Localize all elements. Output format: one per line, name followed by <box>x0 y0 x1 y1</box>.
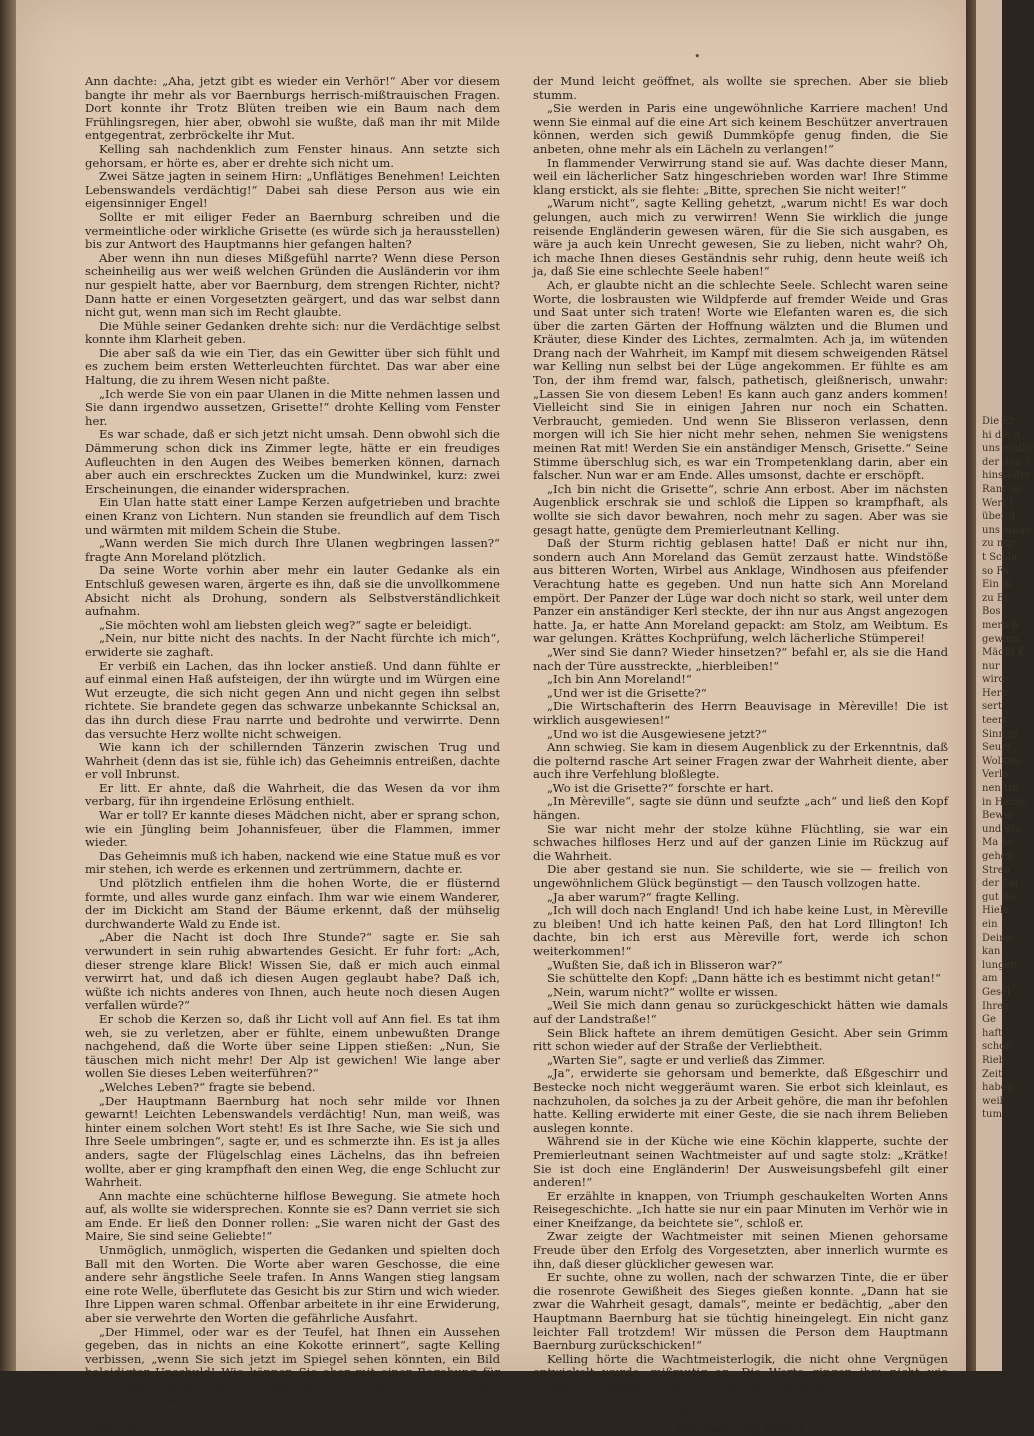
fold-mark: • <box>694 50 701 63</box>
paragraph: Da seine Worte vorhin aber mehr ein lauter Gedanke als ein Entschluß gewesen waren, ärgerte es ihn, daß sie die unvollkommene Absicht nicht als Drohung, sondern als Selbstverständlichkeit aufnahm. <box>85 563 500 619</box>
paragraph: Sollte er mit eiliger Feder an Baernburg schreiben und die vermeintliche oder wirkliche Grisette (es würde sich ja herausstellen) bis zur Antwort des Hauptmanns hier gefangen halten? <box>85 209 500 252</box>
paragraph: Sie schüttelte den Kopf: „Dann hätte ich es bestimmt nicht getan!“ <box>547 971 941 986</box>
adjacent-page-fragment: Ihren <box>982 1000 1010 1012</box>
adjacent-page-fragment: Ge <box>982 1014 996 1026</box>
paragraph: „Wer sind Sie dann? Wieder hinsetzen?“ befahl er, als sie die Hand nach der Türe ausstreckte, „hierbleiben!“ <box>533 644 948 673</box>
adjacent-page-fragment: und Sta <box>982 823 1022 835</box>
adjacent-page-fragment: Sinn ni <box>982 728 1018 740</box>
paragraph: „Und wo ist die Ausgewiesene jetzt?“ <box>547 726 768 741</box>
adjacent-page-fragment: kan <box>982 946 1001 958</box>
adjacent-page-fragment: ein <box>982 918 998 930</box>
left-text-column <box>85 74 500 1434</box>
left-page-edge <box>0 0 16 1371</box>
adjacent-page-fragment: Stren <box>982 864 1011 876</box>
paragraph: Daß der Sturm richtig geblasen hatte! Daß er nicht nur ihn, sondern auch Ann Moreland das Gemüt zerzaust hatte. Windstöße aus bitteren Worten, Wirbel aus Anklage, Windhosen aus pfeifender Verachtung hatte es gegeben. Und nun hatte sich Ann Moreland empört. Der Panzer der Lüge war doch nicht so stark, weil unter dem Panzer ein anständiger Kerl steckte, der ihn nur aus Angst angezogen hatte. Ja, er hatte Ann Moreland gepackt: am Stolz, am Weibtum. Es war gelungen. Krättes Kochprüfung, welch lächerliche Stümperei! <box>533 536 948 646</box>
paragraph: Er verbiß ein Lachen, das ihn locker anstieß. Und dann fühlte er auf einmal einen Haß aufsteigen, der ihn würgte und im Würgen eine Wut erzeugte, die sich nicht gegen Ann und nicht gegen ihn selbst richtete. Sie brandete gegen das schwarze unbekannte Schicksal an, das ihn durch diese Frau narrte und bedrohte und verwirrte. Denn das versuchte Herz wollte nicht schweigen. <box>85 658 500 741</box>
adjacent-page-fragment: Deine <box>982 932 1012 944</box>
adjacent-page-fragment: so Fo <box>982 565 1009 577</box>
adjacent-page-fragment: zu Ei <box>982 592 1008 604</box>
paragraph: „Nein, nur bitte nicht des nachts. In der Nacht fürchte ich mich“, erwiderte sie zaghaft. <box>85 631 500 659</box>
paragraph: Er suchte, ohne zu wollen, nach der schwarzen Tinte, die er über die rosenrote Gewißheit des Sieges gießen konnte. „Dann hat sie zwar die Wahrheit gesagt, damals“, meinte er bedächtig, „aber den Hauptmann Baernburg hat sie tüchtig hineingelegt. Ein nicht ganz leichter Fall trotzdem! Wir müssen die Person dem Hauptmann Baernburg zurückschicken!“ <box>533 1270 948 1353</box>
paragraph: „Wann werden Sie mich durch Ihre Ulanen wegbringen lassen?“ fragte Ann Moreland plötzlich. <box>85 536 500 564</box>
paragraph: „Warum nicht“, sagte Kelling gehetzt, „warum nicht! Es war doch gelungen, auch mich zu verwirren! Wenn Sie wirklich die junge reisende Engländerin gewesen wären, für die Sie sich ausgaben, es wäre ja auch kein Unrecht gewesen, Sie zu lieben, nicht wahr? Oh, ich mache Ihnen dieses Geständnis sehr ruhig, denn heute weiß ich ja, daß Sie eine schlechte Seele haben!“ <box>533 196 948 279</box>
paragraph: Ann machte eine schüchterne hilflose Bewegung. Sie atmete hoch auf, als wollte sie widersprechen. Konnte sie es? Dann verriet sie sich am Ende. Er ließ den Donner rollen: „Sie waren nicht der Gast des Maire, Sie sind seine Geliebte!“ <box>85 1188 500 1244</box>
adjacent-page-fragment: Wert i <box>982 497 1013 509</box>
adjacent-page-fragment: Rieb <box>982 1054 1006 1066</box>
adjacent-page-fragment: am <box>982 973 998 985</box>
paragraph: Er sah es ein: Krätke hatte recht. Jetzt war die Engländerin eine Last, die sogar auf dem dienstlichen Gewissen lag! <box>533 1392 948 1421</box>
page-gutter-shadow <box>966 0 976 1371</box>
paragraph: Zwei Sätze jagten in seinem Hirn: „Unflätiges Benehmen! Leichten Lebenswandels verdächtig!“ Dabei sah diese Person aus wie ein eigensinniger Engel! <box>85 169 500 211</box>
adjacent-page-fragment: mern b <box>982 619 1019 631</box>
paragraph: „Ja aber warum?“ fragte Kelling. <box>547 889 740 904</box>
adjacent-page-fragment: gehen <box>982 851 1014 862</box>
adjacent-page-fragment: Wollten <box>982 755 1021 767</box>
adjacent-page-fragment: Seunt <box>982 742 1012 754</box>
adjacent-page-fragment: in Herze <box>982 796 1026 808</box>
adjacent-page-fragment: nen tro <box>982 783 1019 795</box>
paragraph: Er litt. Er ahnte, daß die Wahrheit, die das Wesen da vor ihm verbarg, für ihn irgendeine Erlösung enthielt. <box>85 780 500 809</box>
adjacent-page-fragment: Ma br <box>982 837 1013 849</box>
paragraph: „Ich werde Sie von ein paar Ulanen in die Mitte nehmen lassen und Sie dann irgendwo aussetzen, Grisette!“ drohte Kelling vom Fenster her. <box>85 386 500 428</box>
paragraph: Kelling sah nachdenklich zum Fenster hinaus. Ann setzte sich gehorsam, er hörte es, aber er drehte sich nicht um. <box>85 141 500 170</box>
paragraph: „Sie werden in Paris eine ungewöhnliche Karriere machen! Und wenn Sie einmal auf die eine Art sich keinem Beschützer anvertrauen können, werden sich gewiß Dummköpfe genug finden, die Sie anbeten, ohne mehr als ein Lächeln zu verlangen!“ <box>533 101 948 156</box>
adjacent-page-fragment: teert <box>982 715 1007 727</box>
adjacent-page-fragment: gut Be <box>982 891 1016 903</box>
paragraph: Er erzählte in knappen, von Triumph geschaukelten Worten Anns Reisegeschichte. „Ich hatte sie nur ein paar Minuten im Verhör wie in einer Kneifzange, da beichtete sie“, schloß er. <box>533 1188 948 1230</box>
paragraph: Ann dachte: „Aha, jetzt gibt es wieder ein Verhör!“ Aber vor diesem bangte ihr mehr als vor Baernburgs herrisch-mißtrauischen Fragen. Dort konnte ihr Trotz Blüten treiben wie ein Baum nach dem Frühlingsregen, hier aber, obwohl sie wußte, daß man ihr mit Milde entgegentrat, zerbröckelte ihr Mut. <box>85 74 500 143</box>
adjacent-page-fragment: wird <box>982 674 1005 686</box>
paragraph: „Welches Leben?“ fragte sie bebend. <box>99 1079 316 1094</box>
adjacent-page-fragment: der Lei <box>982 878 1019 890</box>
paragraph: Sein Blick haftete an ihrem demütigen Gesicht. Aber sein Grimm ritt schon wieder auf der Straße der Verliebtheit. <box>533 1025 948 1054</box>
adjacent-page-fragment: sert <box>982 701 1002 713</box>
adjacent-page-fragment: Gesel <box>982 986 1011 998</box>
paragraph: „Warten Sie“, sagte er und verließ das Zimmer. <box>547 1052 826 1067</box>
adjacent-page-fragment: hinstelfer <box>982 470 1031 482</box>
paragraph: Ann schwieg. Sie kam in diesem Augenblick zu der Erkenntnis, daß die polternd rasche Art seiner Fragen zwar der Wahrheit diente, aber auch ihre Verfehlung bloßlegte. <box>533 740 948 782</box>
paragraph: Wie kann ich der schillernden Tänzerin zwischen Trug und Wahrheit (denn das ist sie, fühle ich) das Geheimnis entreißen, dachte er voll Inbrunst. <box>85 740 500 782</box>
paragraph: Sie war nicht mehr der stolze kühne Flüchtling, sie war ein schwaches hilfloses Herz und auf der ganzen Linie im Rückzug auf die Wahrheit. <box>533 821 948 863</box>
paragraph: „Wußten Sie, daß ich in Blisseron war?“ <box>547 957 783 972</box>
paragraph: Es war schade, daß er sich jetzt nicht umsah. Denn obwohl sich die Dämmerung schon dick ins Zimmer legte, hätte er ein freudiges Aufleuchten in den Augen des Weibes bemerken können, darnach aber auch ein erschrecktes Zucken um die Mundwinkel, kurz: zwei Erscheinungen, die einander widersprachen. <box>85 427 500 496</box>
paragraph: der Mund leicht geöffnet, als wollte sie sprechen. Aber sie blieb stumm. <box>533 74 948 102</box>
adjacent-page-fragment: der den S <box>982 456 1032 468</box>
adjacent-page-fragment: Bos <box>982 606 1001 618</box>
paragraph: Das Geheimnis muß ich haben, nackend wie eine Statue muß es vor mir stehen, ich werde es erkennen und zertrümmern, dachte er. <box>85 848 500 877</box>
adjacent-page-fragment: hi die A <box>982 429 1021 441</box>
paragraph: Und plötzlich entfielen ihm die hohen Worte, die er flüsternd formte, und alles wurde ganz einfach. Ihm war wie einem Wanderer, der im Dickicht am Stand der Bäume erkennt, daß der mühselig durchwanderte Wald zu Ende ist. <box>85 876 500 931</box>
paragraph: Kelling hörte die Wachtmeisterlogik, die nicht ohne Vergnügen entwickelt wurde, mißmutig an. Die Worte gingen ihm nicht wie feuriger Champagner ein, sondern wie Bitterwasser. <box>533 1351 948 1393</box>
paragraph: „Ich will doch nach England! Und ich habe keine Lust, in Mèreville zu bleiben! Und ich hatte keinen Paß, den hat Lord Illington! Ich dachte, bin ich erst aus Mèreville fort, werde ich schon weiterkommen!“ <box>533 903 948 958</box>
paragraph: Während sie in der Küche wie eine Köchin klapperte, suchte der Premierleutnant seinen Wachtmeister auf und sagte stolz: „Krätke! Sie ist doch eine Engländerin! Der Ausweisungsbefehl gilt einer anderen!“ <box>533 1134 948 1190</box>
paragraph: Ein Ulan hatte statt einer Lampe Kerzen aufgetrieben und brachte einen Kranz von Lichtern. Nun standen sie freundlich auf dem Tisch und wärmten mit mildem Schein die Stube. <box>85 495 500 537</box>
adjacent-page-fragment: tum <box>982 1109 1002 1121</box>
adjacent-page-fragment: haben <box>982 1082 1014 1094</box>
adjacent-page-fragment: Hiele <box>982 905 1009 917</box>
paragraph: War er toll? Er kannte dieses Mädchen nicht, aber er sprang schon, wie ein Jüngling beim Johannisfeuer, über die Flammen, immer wieder. <box>85 808 500 850</box>
adjacent-page-fragment: weil <box>982 1095 1003 1107</box>
paragraph: „Ich bin nicht die Grisette“, schrie Ann erbost. Aber im nächsten Augenblick erschrak sie und schloß die Lippen so krampfhaft, als wollte sie sich davor bewahren, noch mehr zu sagen. Aber was sie gesagt hatte, genügte dem Premierleutnant Kelling. <box>533 481 948 537</box>
adjacent-page-fragment: uns endlic <box>982 443 1034 455</box>
adjacent-page-fragment: lungen <box>982 959 1017 971</box>
adjacent-page-fragment: Hers- <box>982 687 1010 699</box>
paragraph: „Aber die Nacht ist doch Ihre Stunde?“ sagte er. Sie sah verwundert in sein ruhig abwartendes Gesicht. Er fuhr fort: „Ach, dieser strenge klare Blick! Wissen Sie, daß er mich auch einmal verwirrt hat, und daß ich diesen Augen geglaubt habe? Daß ich, wüßte ich nichts anderes von Ihnen, auch heute noch diesen Augen verfallen würde?“ <box>85 930 500 1013</box>
paragraph: „Der Hauptmann Baernburg hat noch sehr milde vor Ihnen gewarnt! Leichten Lebenswandels verdächtig! Nun, man weiß, was hinter einem solchen Wort steht! Es ist Ihre Sache, wie Sie sich und Ihre Seele umbringen“, sagte er, und es schmerzte ihn. Es ist ja alles anders, sagte der Flügelschlag eines Lächelns, das ihn befreien wollte, aber er ging krampfhaft den einen Weg, die enge Schlucht zur Wahrheit. <box>85 1093 500 1190</box>
continuation-notice: (Fortsetzung folgt.) <box>676 1421 805 1436</box>
paragraph: „Sie möchten wohl am liebsten gleich weg?“ sagte er beleidigt. <box>99 617 472 632</box>
adjacent-page-fragment: Ein ni <box>982 579 1012 591</box>
adjacent-page-fragment: haft <box>982 1027 1003 1039</box>
paragraph: „Ja“, erwiderte sie gehorsam und bemerkte, daß Eßgeschirr und Bestecke noch nicht weggeräumt waren. Sie erbot sich kleinlaut, es nachzuholen, da solches ja zu der Arbeit gehöre, die man ihr befohlen hatte. Kelling erwiderte mit einer Geste, die sie nach ihrem Belieben auslegen konnte. <box>533 1066 948 1135</box>
paragraph: Die Mühle seiner Gedanken drehte sich: nur die Verdächtige selbst konnte ihm Klarheit geben. <box>85 318 500 347</box>
paragraph: „Nein, warum nicht?“ wollte er wissen. <box>547 984 778 999</box>
adjacent-page-fragment: Bewie <box>982 810 1013 822</box>
paragraph: Ach, er glaubte nicht an die schlechte Seele. Schlecht waren seine Worte, die losbrausten wie Wildpferde auf fremder Weide und Gras und Saat unter sich traten! Worte wie Elefanten waren es, die sich über die zarten Gärten der Hoffnung wälzten und die Blumen und Kräuter, diese Kinder des Lichtes, zermalmten. Ach ja, im wütenden Drang nach der Wahrheit, im Kampf mit diesem schweigenden Rätsel war Kelling nun selbst bei der Lüge angekommen. Er fühlte es am Ton, der ihm fremd war, falsch, pathetisch, gleißnerisch, unwahr: „Lassen Sie von diesem Leben! Es kann auch ganz anders kommen! Vielleicht sind Sie in einigen Jahren nur noch ein Schatten. Verbraucht, gemieden. Und wenn Sie Blisseron verlassen, denn morgen will ich Sie hier nicht mehr sehen, nehmen Sie wenigstens meinen Rat mit! Werden Sie ein anständiger Mensch, Grisette.“ Seine Stimme überschlug sich, es war ein Trompetenklang darin, aber ein falscher. Nun war er am Ende. Alles umsonst, dachte er erschöpft. <box>533 277 948 483</box>
paragraph: Die aber saß da wie ein Tier, das ein Gewitter über sich fühlt und es zuchem beim ersten Wetterleuchten fürchtet. Das war aber eine Haltung, die zu ihrem Wesen nicht paßte. <box>85 345 500 388</box>
paragraph: Er schob die Kerzen so, daß ihr Licht voll auf Ann fiel. Es tat ihm weh, sie zu verletzen, aber er fühlte, einem unbewußten Drange nachgehend, daß die Worte über seine Lippen stießen: „Nun, Sie täuschen mich nicht mehr! Der Alp ist gewichen! Wie lange aber wollen Sie dieses Leben weiterführen?“ <box>85 1011 500 1081</box>
paragraph: In flammender Verwirrung stand sie auf. Was dachte dieser Mann, weil ein lächerlicher Satz hingeschrieben worden war! Ihre Stimme klang erstickt, als sie flehte: „Bitte, sprechen Sie nicht weiter!“ <box>533 155 948 197</box>
adjacent-page-text-fragments <box>982 415 1034 1122</box>
paragraph: Aber wenn ihn nun dieses Mißgefühl narrte? Wenn diese Person scheinheilig aus wer weiß welchen Gründen die Ausländerin vor ihm nur gespielt hatte, aber vor Baernburg, dem strengen Richter, nicht? Dann hatte er einen Vorgesetzten geärgert, und das war selbst dann nicht gut, wenn man sich im Recht glaubte. <box>85 250 500 320</box>
adjacent-page-fragment: nur <box>982 660 1000 672</box>
adjacent-page-fragment: gewinn <box>982 633 1019 645</box>
paragraph: „Weil Sie mich dann genau so zurückgeschickt hätten wie damals auf der Landstraße!“ <box>533 998 948 1026</box>
paragraph: Ihr Antlitz stand im Lichte des Zorns. Die Augen waren weit aufgerissen, <box>85 1406 500 1434</box>
paragraph: „Ich bin Ann Moreland!“ <box>547 672 692 687</box>
right-text-column <box>533 74 948 1436</box>
adjacent-page-fragment: t Schla <box>982 551 1018 563</box>
adjacent-page-fragment: über d <box>982 511 1016 523</box>
adjacent-page-fragment: Rant so <box>982 483 1021 495</box>
paragraph: „In Mèreville“, sagte sie dünn und seufzte „ach“ und ließ den Kopf hängen. <box>533 794 948 823</box>
adjacent-page-fragment: schon <box>982 1041 1012 1053</box>
paragraph: „Und wer ist die Grisette?“ <box>547 685 707 700</box>
adjacent-page-fragment: Verlo <box>982 769 1009 781</box>
paragraph: „Wo ist die Grisette?“ forschte er hart. <box>547 780 774 795</box>
adjacent-page-fragment: uns lange <box>982 524 1032 536</box>
adjacent-page-fragment: Die Er <box>982 416 1015 427</box>
adjacent-page-fragment: Zeit <box>982 1068 1003 1080</box>
paragraph: Zwar zeigte der Wachtmeister mit seinen Mienen gehorsame Freude über den Erfolg des Vorgesetzten, aber innerlich wurmte es ihn, daß dieser glücklicher gewesen war. <box>533 1229 948 1271</box>
paragraph: „Die Wirtschafterin des Herrn Beauvisage in Mèreville! Die ist wirklich ausgewiesen!“ <box>533 699 948 727</box>
paragraph: Die aber gestand sie nun. Sie schilderte, wie sie — freilich von ungewöhnlichem Glück begünstigt — den Tausch vollzogen hatte. <box>533 862 948 891</box>
adjacent-page-fragment: zu nur <box>982 538 1015 550</box>
adjacent-page-fragment: Mädig K <box>982 647 1025 659</box>
paragraph: Unmöglich, unmöglich, wisperten die Gedanken und spielten doch Ball mit den Worten. Die Worte aber waren Geschosse, die eine andere sehr ängstliche Seele trafen. In Anns Wangen stieg langsam eine rote Welle, überflutete das Gesicht bis zur Stirn und wich wieder. Ihre Lippen waren schmal. Offenbar arbeitete in ihr eine Erwiderung, aber sie verwehrte den Worten die gefährliche Ausfahrt. <box>85 1243 500 1326</box>
paragraph: „Der Himmel, oder war es der Teufel, hat Ihnen ein Aussehen gegeben, das in nichts an eine Kokotte erinnert“, sagte Kelling verbissen, „wenn Sie sich jetzt im Spiegel sehen könnten, ein Bild beleidigter Unschuld! Wie können Sie aber mit einer Begabung für die Verstellung und den Leichtsinn in diesem Nest Mèreville sitzen? Sie gehören nach Paris, Mademoiselle!“ <box>85 1324 500 1407</box>
